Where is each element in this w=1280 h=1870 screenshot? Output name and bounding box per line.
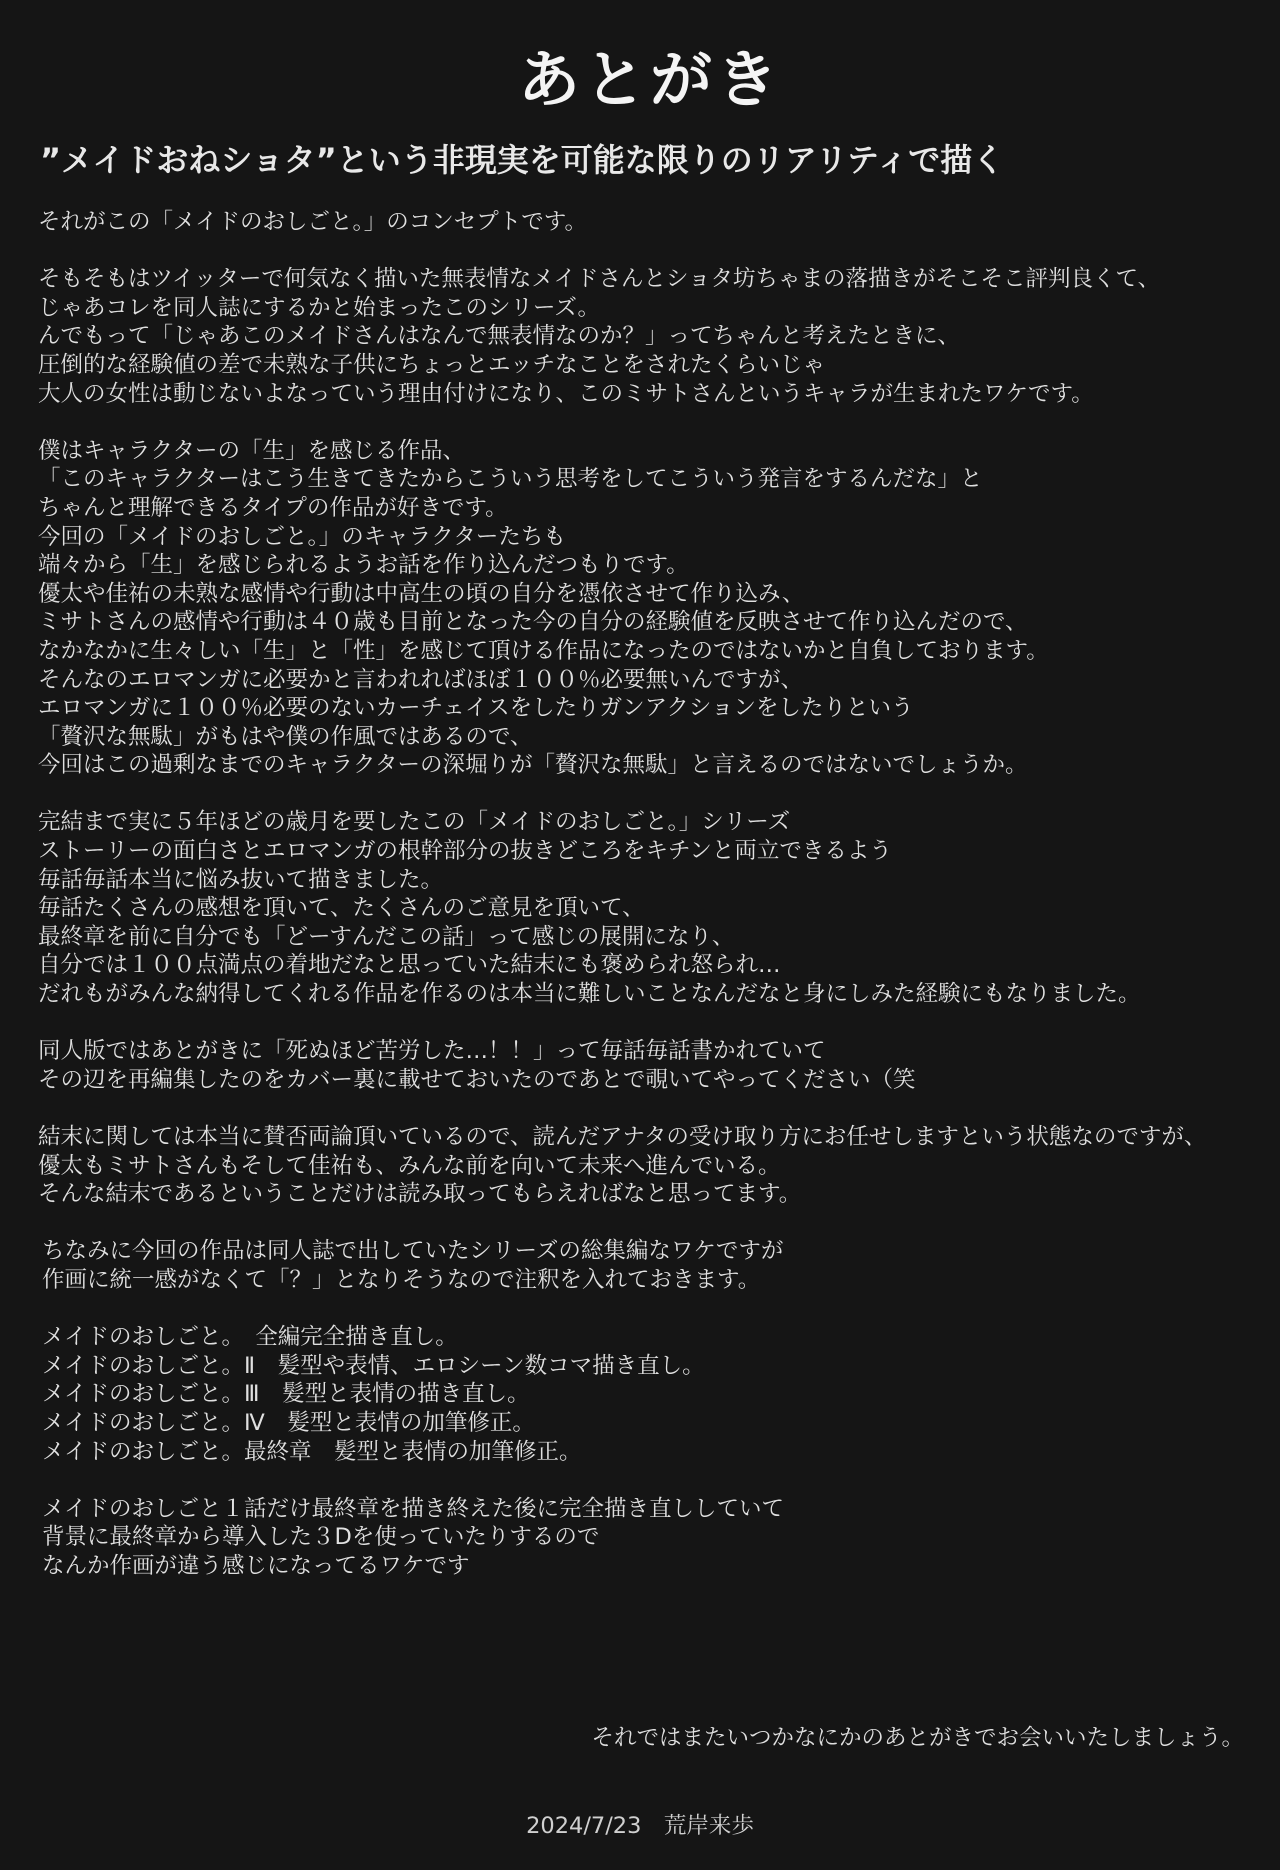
paragraph-line: 「贅沢な無駄」がもはや僕の作風ではあるので、	[38, 723, 533, 750]
paragraph-line: 優太や佳祐の未熟な感情や行動は中高生の頃の自分を憑依させて作り込み、	[38, 580, 805, 607]
paragraph-line: ストーリーの面白さとエロマンガの根幹部分の抜きどころをキチンと両立できるよう	[38, 838, 892, 865]
paragraph-line: 端々から「生」を感じられるようお話を作り込んだつもりです。	[38, 552, 689, 579]
paragraph-line: 毎話毎話本当に悩み抜いて描きました。	[38, 866, 444, 893]
paragraph-line: ちゃんと理解できるタイプの作品が好きです。	[38, 494, 508, 521]
paragraph-line: 最終章を前に自分でも「どーすんだこの話」って感じの展開になり、	[38, 923, 735, 950]
paragraph-line: メイドのおしごと１話だけ最終章を描き終えた後に完全描き直ししていて	[42, 1495, 785, 1522]
paragraph	[38, 808, 1268, 1008]
paragraph-line: 僕はキャラクターの「生」を感じる作品、	[38, 437, 466, 464]
paragraph-line: 大人の女性は動じないよなっていう理由付けになり、このミサトさんというキャラが生まれたワケです。	[38, 380, 1094, 407]
afterword-body	[38, 208, 1268, 1609]
paragraph-line: じゃあコレを同人誌にするかと始まったこのシリーズ。	[38, 294, 601, 321]
closing-line: それではまたいつかなにかのあとがきでお会いいたしましょう。	[591, 1725, 1244, 1751]
paragraph-line: それがこの「メイドのおしごと。」のコンセプトです。	[38, 209, 588, 235]
paragraph-line: メイドのおしごと。Ⅳ 髪型と表情の加筆修正。	[42, 1409, 535, 1436]
paragraph-line: んでもって「じゃあこのメイドさんはなんで無表情なのか？」ってちゃんと考えたときに、	[38, 323, 961, 350]
paragraph-line: 自分では１００点満点の着地だなと思っていた結末にも褒められ怒られ…	[38, 952, 781, 979]
paragraph-line: メイドのおしごと。 全編完全描き直し。	[42, 1324, 458, 1351]
paragraph-line: エロマンガに１００％必要のないカーチェイスをしたりガンアクションをしたりという	[38, 695, 914, 722]
paragraph-line: 同人版ではあとがきに「死ぬほど苦労した…！！」って毎話毎話書かれていて	[38, 1038, 826, 1065]
paragraph	[38, 1037, 1268, 1094]
paragraph-line: 今回はこの過剰なまでのキャラクターの深堀りが「贅沢な無駄」と言えるのではないでしょうか。	[38, 752, 1028, 779]
paragraph	[38, 208, 1268, 237]
page-title: あとがき	[517, 43, 782, 116]
paragraph-line: 圧倒的な経験値の差で未熟な子供にちょっとエッチなことをされたくらいじゃ	[38, 351, 826, 378]
paragraph	[38, 1237, 1268, 1294]
paragraph	[38, 1123, 1268, 1209]
page-subtitle: ”メイドおねショタ”という非現実を可能な限りのリアリティで描く	[40, 141, 1005, 179]
paragraph-line: メイドのおしごと。最終章 髪型と表情の加筆修正。	[42, 1438, 582, 1465]
paragraph-line: ミサトさんの感情や行動は４０歳も目前となった今の自分の経験値を反映させて作り込んだので、	[38, 609, 1028, 636]
paragraph-line: メイドのおしごと。Ⅲ 髪型と表情の描き直し。	[42, 1381, 530, 1408]
paragraph-line: メイドのおしごと。Ⅱ 髪型や表情、エロシーン数コマ描き直し。	[42, 1352, 705, 1379]
paragraph	[38, 1495, 1268, 1581]
signature-date-author: 2024/7/23 荒岸来歩	[526, 1813, 754, 1839]
paragraph-line: そんな結末であるということだけは読み取ってもらえればなと思ってます。	[38, 1181, 802, 1208]
paragraph-line: ちなみに今回の作品は同人誌で出していたシリーズの総集編なワケですが	[42, 1238, 784, 1265]
paragraph-line: 毎話たくさんの感想を頂いて、たくさんのご意見を頂いて、	[38, 895, 645, 922]
paragraph-line: 完結まで実に５年ほどの歳月を要したこの「メイドのおしごと。」シリーズ	[38, 809, 791, 836]
paragraph-line: 背景に最終章から導入した３Dを使っていたりするので	[42, 1524, 600, 1551]
paragraph-line: なんか作画が違う感じになってるワケです	[42, 1552, 470, 1579]
paragraph-line: その辺を再編集したのをカバー裏に載せておいたのであとで覗いてやってください（笑	[38, 1066, 916, 1093]
paragraph	[38, 1323, 1268, 1466]
paragraph-line: そもそもはツイッターで何気なく描いた無表情なメイドさんとショタ坊ちゃまの落描きがそこそこ評判良くて、	[38, 266, 1161, 293]
paragraph	[38, 437, 1268, 780]
paragraph	[38, 265, 1268, 408]
paragraph-line: 作画に統一感がなくて「？」となりそうなので注釈を入れておきます。	[42, 1266, 761, 1293]
paragraph-line: 結末に関しては本当に賛否両論頂いているので、読んだアナタの受け取り方にお任せしますという状態なのですが、	[38, 1124, 1207, 1150]
paragraph-line: なかなかに生々しい「生」と「性」を感じて頂ける作品になったのではないかと自負しております。	[38, 637, 1049, 664]
paragraph-line: 優太もミサトさんもそして佳祐も、みんな前を向いて未来へ進んでいる。	[38, 1152, 781, 1179]
paragraph-line: だれもがみんな納得してくれる作品を作るのは本当に難しいことなんだなと身にしみた経験にもなりました。	[38, 981, 1141, 1008]
paragraph-line: そんなのエロマンガに必要かと言われればほぼ１００％必要無いんですが、	[38, 666, 804, 693]
paragraph-line: 今回の「メイドのおしごと。」のキャラクターたちも	[38, 523, 566, 550]
paragraph-line: 「このキャラクターはこう生きてきたからこういう思考をしてこういう発言をするんだな」と	[38, 466, 983, 493]
